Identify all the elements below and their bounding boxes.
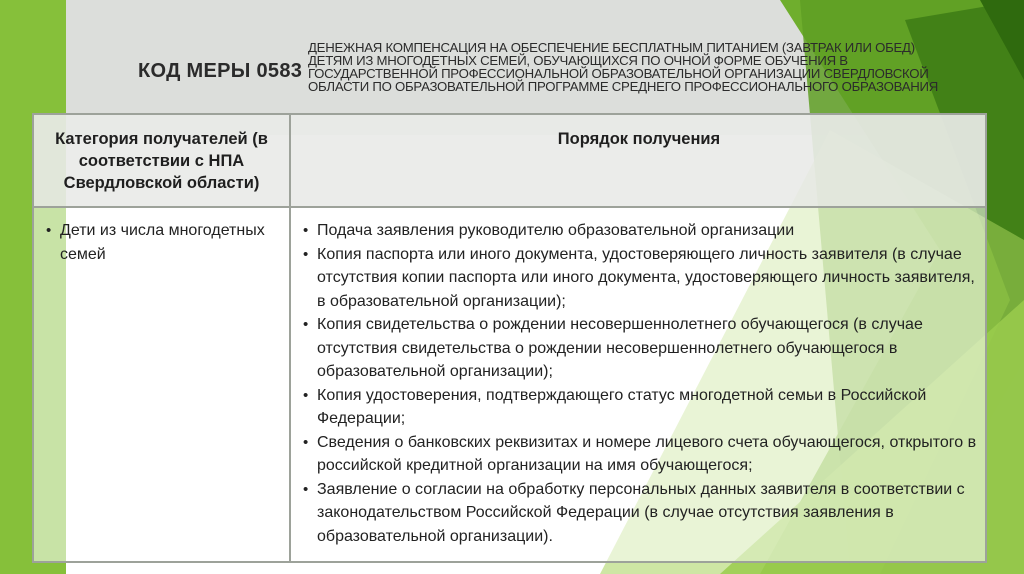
recipients-cell xyxy=(44,219,284,267)
column-divider xyxy=(289,115,291,561)
list-item: • Подача заявления руководителю образовательной организации xyxy=(301,219,981,243)
measure-table xyxy=(32,113,987,563)
list-item: • Копия паспорта или иного документа, удостоверяющего личность заявителя (в случае отсутствия копии паспорта или иного документа, удостоверяющего личность заявителя, в образовательной организации); xyxy=(301,243,981,314)
measure-code-title: КОД МЕРЫ 0583 xyxy=(138,60,303,82)
list-item: • Копия свидетельства о рождении несовершеннолетнего обучающегося (в случае отсутствия свидетельства о рождении несовершеннолетнего обучающегося в образовательной организации); xyxy=(301,313,981,384)
list-item: • Копия удостоверения, подтверждающего статус многодетной семьи в Российской Федерации; xyxy=(301,384,981,431)
list-item: • Дети из числа многодетных семей xyxy=(44,219,284,267)
list-item: • Сведения о банковских реквизитах и номере лицевого счета обучающегося, открытого в российской кредитной организации на имя обучающегося; xyxy=(301,431,981,478)
list-item: • Заявление о согласии на обработку персональных данных заявителя в соответствии с законодательством Российской Федерации (в случае отсутствия заявления в образовательной организации). xyxy=(301,478,981,549)
header-recipients: Категория получателей (в соответствии с НПА Свердловской области) xyxy=(55,130,268,192)
measure-description: ДЕНЕЖНАЯ КОМПЕНСАЦИЯ НА ОБЕСПЕЧЕНИЕ БЕСПЛАТНЫМ ПИТАНИЕМ (ЗАВТРАК ИЛИ ОБЕД) ДЕТЯМ ИЗ МНОГОДЕТНЫХ СЕМЕЙ, ОБУЧАЮЩИХСЯ ПО ОЧНОЙ ФОРМЕ ОБУЧЕНИЯ В ГОСУДАРСТВЕННОЙ ПРОФЕССИОНАЛЬНОЙ ОБРАЗОВАТЕЛЬНОЙ ОРГАНИЗАЦИИ СВЕРДЛОВСКОЙ ОБЛАСТИ ПО ОБРАЗОВАТЕЛЬНОЙ ПРОГРАММЕ СРЕДНЕГО ПРОФЕССИОНАЛЬНОГО ОБРАЗОВАНИЯ xyxy=(308,40,939,94)
header-procedure: Порядок получения xyxy=(557,130,721,148)
procedure-cell xyxy=(301,219,981,548)
